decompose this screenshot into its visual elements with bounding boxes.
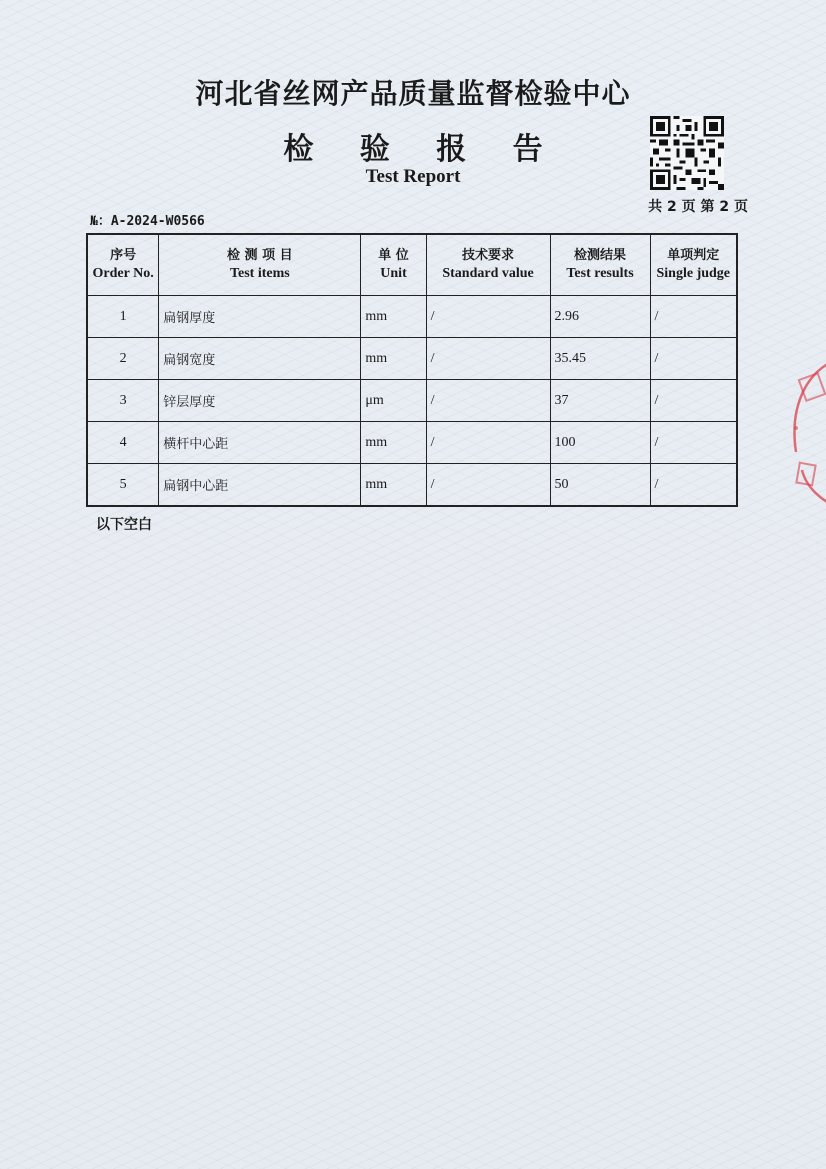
cell-standard-value: / [426,380,550,422]
table-header-row [87,234,737,296]
header-single-judge: 单项判定 Single judge [650,234,737,296]
cell-standard-value: / [426,338,550,380]
page-count: 共 2 页 第 2 页 [648,199,748,215]
seal-stamp-icon [782,352,826,512]
cell-test-result: 37 [550,380,650,422]
qr-code-icon [650,116,724,190]
cell-test-item: 扁钢中心距 [159,464,361,507]
cell-test-result: 35.45 [550,338,650,380]
cell-order-no: 1 [87,296,159,338]
header-order-no: 序号 Order No. [87,234,159,296]
cell-unit: mm [361,422,426,464]
cell-test-item: 扁钢宽度 [159,338,361,380]
cell-order-no: 4 [87,422,159,464]
header-test-items: 检 测 项 目 Test items [159,234,361,296]
report-title-en: Test Report [365,166,461,187]
header-test-results: 检测结果 Test results [550,234,650,296]
cell-test-result: 50 [550,464,650,507]
header-standard-value: 技术要求 Standard value [426,234,550,296]
table-row [87,338,737,380]
cell-single-judge: / [650,422,737,464]
cell-test-item: 锌层厚度 [159,380,361,422]
cell-standard-value: / [426,296,550,338]
report-number: №：A-2024-W0566 [90,214,205,229]
blank-below-note: 以下空白 [96,517,152,533]
cell-unit: mm [361,338,426,380]
cell-single-judge: / [650,296,737,338]
table-row [87,422,737,464]
cell-unit: μm [361,380,426,422]
cell-unit: mm [361,296,426,338]
cell-test-item: 横杆中心距 [159,422,361,464]
cell-single-judge: / [650,464,737,507]
cell-standard-value: / [426,422,550,464]
cell-single-judge: / [650,338,737,380]
cell-order-no: 2 [87,338,159,380]
cell-order-no: 5 [87,464,159,507]
report-title-cn: 检 验 报 告 [283,132,561,167]
cell-test-result: 100 [550,422,650,464]
cell-test-item: 扁钢厚度 [159,296,361,338]
cell-unit: mm [361,464,426,507]
cell-test-result: 2.96 [550,296,650,338]
table-row [87,296,737,338]
header-unit: 单 位 Unit [361,234,426,296]
cell-order-no: 3 [87,380,159,422]
table-row [87,380,737,422]
cell-single-judge: / [650,380,737,422]
organization-title: 河北省丝网产品质量监督检验中心 [195,77,631,110]
table-row [87,464,737,507]
cell-standard-value: / [426,464,550,507]
test-results-table [86,233,738,507]
